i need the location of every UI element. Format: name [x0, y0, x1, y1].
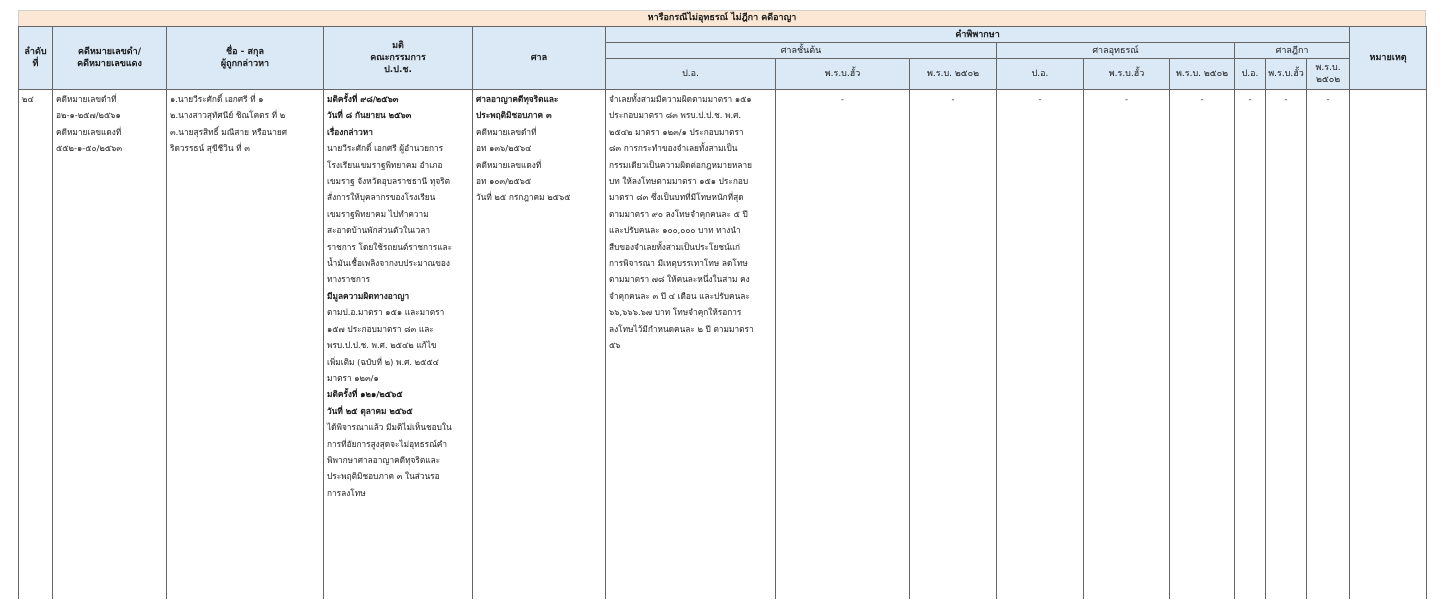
resolution-line: สั่งการให้บุคลากรของโรงเรียน: [327, 192, 436, 203]
row-appeal-prb2502: -: [1170, 90, 1235, 600]
resolution-line: มติครั้งที่ ๙๘/๒๕๖๓: [327, 94, 399, 104]
resolution-line: น้ำมันเชื้อเพลิงจากงบประมาณของ: [327, 258, 450, 269]
case-sheet: [18, 10, 1426, 599]
resolution-line: ประพฤติมิชอบภาค ๓ ในส่วนรอ: [327, 471, 440, 482]
header-appeal-prb2502: พ.ร.บ. ๒๕๐๒: [1170, 59, 1235, 90]
row-supreme-prb: -: [1266, 90, 1307, 600]
row-first-prb2502: -: [910, 90, 997, 600]
header-name: ชื่อ - สกุล ผู้ถูกกล่าวหา: [167, 27, 324, 90]
resolution-line: ๑๕๗ ประกอบมาตรา ๘๓ และ: [327, 323, 434, 334]
resolution-line: ตามป.อ.มาตรา ๑๕๑ และมาตรา: [327, 307, 445, 318]
resolution-line: เรื่องกล่าวหา: [327, 126, 373, 137]
header-appeal-po: ป.อ.: [997, 59, 1084, 90]
row-supreme-po: -: [1235, 90, 1266, 600]
court-line: อท ๑๐๓/๒๕๖๕: [476, 176, 532, 187]
judgment-line: ตามมาตรา ๙๐ ลงโทษจำคุกคนละ ๕ ปี: [609, 208, 748, 219]
judgment-line: ๖๖,๖๖๖.๖๗ บาท โทษจำคุกให้รอการ: [609, 307, 742, 318]
judgment-line: การพิจารณา มีเหตุบรรเทาโทษ ลดโทษ: [609, 258, 748, 269]
header-first-court: ศาลชั้นต้น: [606, 43, 997, 59]
judgment-line: ๕๖: [609, 340, 621, 351]
resolution-line: เขมราฐ จังหวัดอุบลราชธานี ทุจริต: [327, 176, 451, 187]
resolution-line: มีมูลความผิดทางอาญา: [327, 290, 410, 301]
sheet-title: หารือกรณีไม่อุทธรณ์ ไม่ฎีกา คดีอาญา: [18, 10, 1426, 26]
header-case-no: คดีหมายเลขดำ/ คดีหมายเลขแดง: [53, 27, 167, 90]
header-remark: หมายเหตุ: [1350, 27, 1427, 90]
resolution-line: ทางราชการ: [327, 274, 371, 285]
row-names: ๑.นายวีระศักดิ์ เอกศรี ที่ ๑ ๒.นางสาวสุทัศนีย์ ชิณโคตร ที่ ๒ ๓.นายสุรสิทธิ์ มณีสาย หรือนายศ ริดวรรธน์ สุขีชีวิน ที่ ๓: [167, 90, 324, 600]
header-supreme-po: ป.อ.: [1235, 59, 1266, 90]
court-line: ประพฤติมิชอบภาค ๓: [476, 110, 552, 121]
resolution-line: เพิ่มเติม (ฉบับที่ ๒) พ.ศ. ๒๕๕๔: [327, 356, 439, 367]
court-line: คดีหมายเลขดำที่: [476, 126, 537, 137]
header-supreme-court: ศาลฎีกา: [1235, 43, 1350, 59]
row-remark: [1350, 90, 1427, 600]
resolution-line: ราชการ โดยใช้รถยนต์ราชการและ: [327, 241, 453, 252]
judgment-line: ลงโทษไว้มีกำหนดคนละ ๒ ปี ตามมาตรา: [609, 323, 754, 334]
row-first-prb: -: [776, 90, 910, 600]
judgment-line: ๒๕๔๒ มาตรา ๑๒๓/๑ ประกอบมาตรา: [609, 126, 744, 137]
row-first-po: [606, 90, 776, 600]
resolution-line: วันที่ ๘ กันยายน ๒๕๖๓: [327, 110, 412, 121]
header-first-prb: พ.ร.บ.ฮั้ว: [776, 59, 910, 90]
resolution-line: มติครั้งที่ ๑๒๑/๒๕๖๕: [327, 389, 403, 400]
header-resolution: มติ คณะกรรมการ ป.ป.ช.: [324, 27, 473, 90]
header-supreme-prb2502: พ.ร.บ. ๒๕๐๒: [1307, 59, 1350, 90]
row-supreme-prb2502: -: [1307, 90, 1350, 600]
resolution-line: พิพากษาศาลอาญาคดีทุจริตและ: [327, 454, 441, 465]
header-supreme-prb: พ.ร.บ.ฮั้ว: [1266, 59, 1307, 90]
header-first-prb2502: พ.ร.บ. ๒๕๐๒: [910, 59, 997, 90]
row-court: [473, 90, 606, 600]
resolution-line: มาตรา ๑๒๓/๑: [327, 372, 379, 383]
resolution-line: การลงโทษ: [327, 487, 366, 498]
judgment-line: กรรมเดียวเป็นความผิดต่อกฎหมายหลาย: [609, 159, 753, 170]
resolution-line: เขมราฐพิทยาคม ไปทำความ: [327, 208, 429, 219]
court-line: อท ๑๓๖/๒๕๖๔: [476, 143, 532, 154]
resolution-line: วันที่ ๒๕ ตุลาคม ๒๕๖๕: [327, 405, 413, 416]
row-appeal-prb: -: [1084, 90, 1170, 600]
judgment-line: บท ให้ลงโทษตามมาตรา ๑๕๑ ประกอบ: [609, 176, 749, 187]
header-appeal-prb: พ.ร.บ.ฮั้ว: [1084, 59, 1170, 90]
row-no: ๒๔: [19, 90, 53, 600]
resolution-line: ได้พิจารณาแล้ว มีมติไม่เห็นชอบใน: [327, 422, 452, 433]
judgment-line: มาตรา ๘๓ ซึ่งเป็นบทที่มีโทษหนักที่สุด: [609, 192, 744, 203]
judgment-line: จำคุกคนละ ๓ ปี ๔ เดือน และปรับคนละ: [609, 290, 750, 301]
judgment-line: ๘๓ การกระทำของจำเลยทั้งสามเป็น: [609, 143, 738, 154]
judgment-line: จำเลยทั้งสามมีความผิดตามมาตรา ๑๕๑: [609, 94, 752, 104]
judgment-line: ประกอบมาตรา ๘๓ พรบ.ป.ป.ช. พ.ศ.: [609, 110, 741, 121]
table-row: [19, 90, 1427, 600]
header-court: ศาล: [473, 27, 606, 90]
resolution-line: การที่อัยการสูงสุดจะไม่อุทธรณ์คำ: [327, 438, 447, 449]
header-first-po: ป.อ.: [606, 59, 776, 90]
header-appeal-court: ศาลอุทธรณ์: [997, 43, 1235, 59]
case-table: [18, 26, 1427, 599]
judgment-line: และปรับคนละ ๑๐๐,๐๐๐ บาท ทางนำ: [609, 225, 741, 236]
resolution-line: สะอาดบ้านพักส่วนตัวในเวลา: [327, 225, 431, 236]
row-appeal-po: -: [997, 90, 1084, 600]
resolution-line: นายวีระศักดิ์ เอกศรี ผู้อำนวยการ: [327, 143, 444, 154]
court-line: คดีหมายเลขแดงที่: [476, 159, 542, 170]
court-line: วันที่ ๒๕ กรกฎาคม ๒๕๖๕: [476, 192, 571, 203]
judgment-line: ตามมาตรา ๗๘ ให้คนละหนึ่งในสาม คง: [609, 274, 750, 285]
resolution-line: โรงเรียนเขมราฐพิทยาคม อำเภอ: [327, 159, 443, 170]
header-no: ลำดับ ที่: [19, 27, 53, 90]
header-judgment: คำพิพากษา: [606, 27, 1350, 43]
judgment-line: สืบของจำเลยทั้งสามเป็นประโยชน์แก่: [609, 241, 740, 252]
row-case-no: คดีหมายเลขดำที่ อ๒-๑-๒๕๗/๒๕๖๑ คดีหมายเลขแดงที่ ๕๕๒-๑-๕๐/๒๕๖๓: [53, 90, 167, 600]
row-resolution: [324, 90, 473, 600]
court-line: ศาลอาญาคดีทุจริตและ: [476, 94, 559, 104]
resolution-line: พรบ.ป.ป.ช. พ.ศ. ๒๕๔๒ แก้ไข: [327, 340, 437, 351]
